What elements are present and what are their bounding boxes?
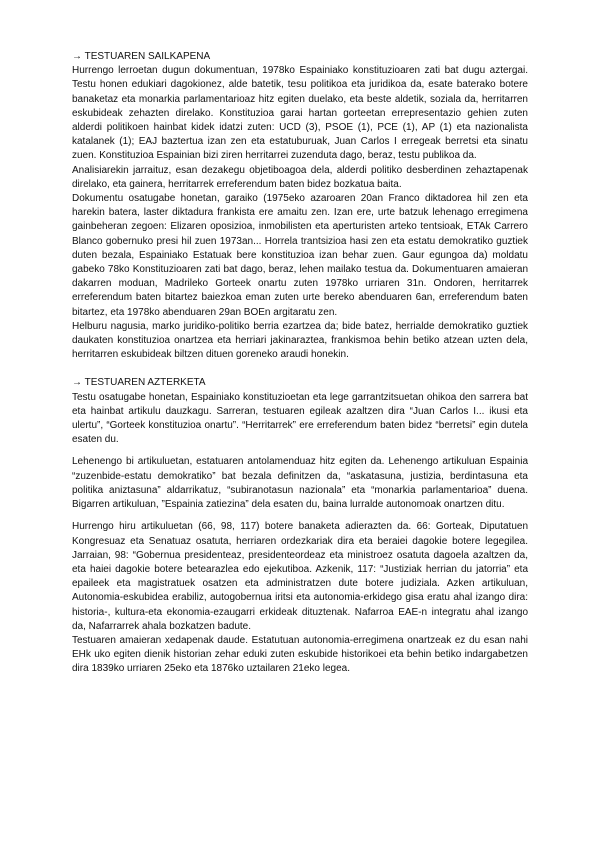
paragraph: Testu osatugabe honetan, Espainiako konstituzioetan eta lege garrantzitsuetan ohikoa den sarrera bat eta hainbat artikulu dauzkagu. Sarreran, testuaren egileak azaltzen dira “Juan Carlos I... ikusi eta ulertu”, “Gorteek konstituzioa onartu”. “Herritarrek” ere erreferendum baten bidez “berretsi” egin dutela esaten du. <box>72 391 528 446</box>
paragraph: Dokumentu osatugabe honetan, garaiko (1975eko azaroaren 20an Franco diktadorea hil zen eta harekin batera, laster diktadura frankista ere amaitu zen. Izan ere, urte batzuk lehenago erregimena gainbeheran zegoen: Elizaren oposizioa, inmobilisten eta aperturisten arteko tentsioak, ETAk Carrero Blanco gobernuko presi hil zuen 1973an... Horrela trantsizioa hasi zen eta estatu demokratiko guztiek duten bezala, Espainiako Estatuak bere konstituzioa izan behar zuen. Gaur egungoa da) moldatu gabeko 78ko Konstituzioaren zati bat dago, beraz, lehen mailako testua da. Dokumentuaren amaieran dakarren moduan, Madrileko Gorteek onartu zuten 1978ko urriaren 31n. Ondoren, herritarrek erreferendum baten bitartez baiezkoa eman zuten urte bereko abenduaren 6an, erreferendum baten bitartez, eta 1978ko abenduaren 29an BOEn argitaratu zen. <box>72 193 528 318</box>
spacer <box>72 362 528 376</box>
spacer <box>72 512 528 520</box>
paragraph: Analisiarekin jarraituz, esan dezakegu objetiboagoa dela, alderdi politiko desberdinen zehaztapenak direlako, eta gainera, herritarrek erreferendum baten bidez bozkatua baita. <box>72 164 528 190</box>
paragraph: Testuaren amaieran xedapenak daude. Estatutuan autonomia-erregimena onartzeak ez du esan nahi EHk uko egiten dienik historian zehar eduki zuten eskubide historikoei eta behin betiko indargabetzen dira 1839ko urriaren 25eko eta 1876ko uztailaren 21eko legea. <box>72 634 528 675</box>
section-heading-azterketa: → TESTUAREN AZTERKETA <box>72 377 206 389</box>
paragraph: Hurrengo hiru artikuluetan (66, 98, 117) botere banaketa adierazten da. 66: Gorteak, Diputatuen Kongresuaz eta Senatuaz osatuta, herriaren ordezkariak dira eta beraiei dagokie botere legegilea. Jarraian, 98: “Gobernua presidenteaz, presidenteordeaz eta ministroez osatuta dagoela azaltzen da, eta haiei dagokie botere betearazlea edo ejekutiboa. Azkenik, 117: “Justiziak herrian du jatorria” eta epaileek eta magistratuek osatzen eta administratzen dute botere judiziala. Azken artikuluan, Autonomia-eskubidea erabiliz, autogobernua iritsi eta autonomia-erkidego gisa eratu ahal izango dira: historia-, kultura-eta ekonomia-ezaugarri erkideak dituztenak. Nafarroa EAE-n integratu ahal izango da, Nafarrarrek ahala bozkatzen badute. <box>72 521 528 632</box>
paragraph: Helburu nagusia, marko juridiko-politiko berria ezartzea da; bide batez, herrialde demokratiko guztiek daukaten konstituzioa onartzea eta herriari jakinaraztea, frankismoa behin betiko atzean uzten dela, herritarren eskubideak biltzen dituen goreneko araudi honekin. <box>72 320 528 361</box>
paragraph: Hurrengo lerroetan dugun dokumentuan, 1978ko Espainiako konstituzioaren zati bat dugu aztergai. Testu honen edukiari dagokionez, alde batetik, tesu politikoa eta juridikoa da, esate baterako botere banaketaz eta monarkia parlamentarioaz hitz egiten duelako, eta beste aldetik, soziala da, herritarren eskubideak zehazten direlako. Konstituzioa garai hartan gorteetan errepresentazio gehien zuten alderdi politikoen hainbat kidek idatzi zuten: UCD (3), PSOE (1), PCE (1), AP (1) eta nazionalista katalanek (1); EAJ baztertua izan zen eta estatuburuak, Juan Carlos I erregeak berretsi eta sinatu zuen. Konstituzioa Espainian bizi ziren herritarrei zuzenduta dago, beraz, testu publikoa da. <box>72 65 528 162</box>
paragraph: Lehenengo bi artikuluetan, estatuaren antolamenduaz hitz egiten da. Lehenengo artikuluan Espainia “zuzenbide-estatu demokratiko” bat bezala definitzen da, “askatasuna, justizia, berdintasuna eta politika aniztasuna” aldarrikatuz, “subiranotasun nazionala” eta “monarkia parlamentarioa” duena. Bigarren artikuluan, ”Espainia zatiezina” dela esaten du, baina lurralde autonomoak onartzen ditu. <box>72 456 528 511</box>
section-heading-sailkapena: → TESTUAREN SAILKAPENA <box>72 51 211 62</box>
spacer <box>72 447 528 455</box>
document-page <box>72 50 528 677</box>
